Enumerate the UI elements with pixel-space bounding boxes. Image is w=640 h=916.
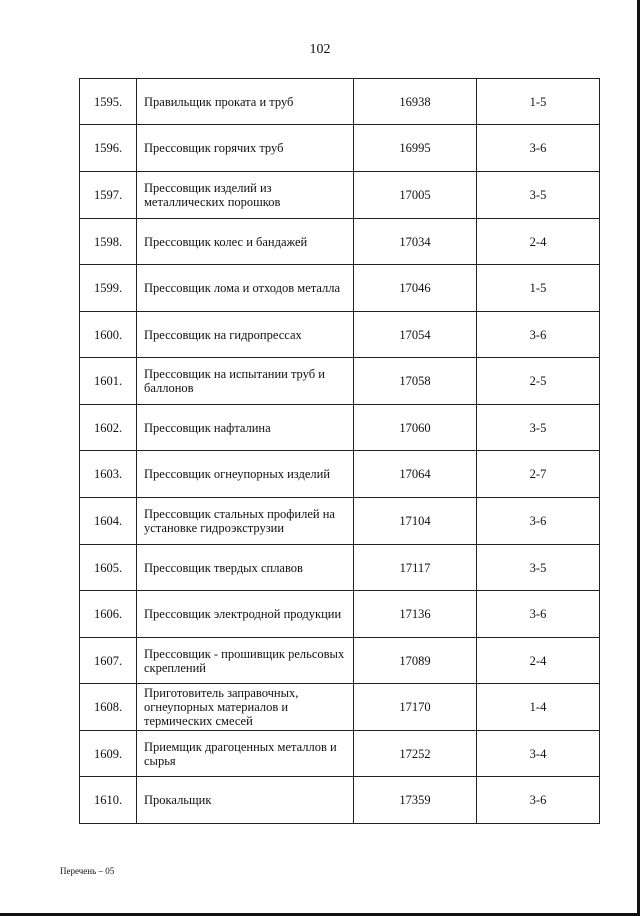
table-row (80, 638, 600, 684)
occupation-title: Прессовщик изделий из металлических порошков (137, 172, 354, 219)
occupation-code: 17089 (354, 638, 477, 684)
grade-range: 1-5 (477, 265, 600, 312)
table-row (80, 591, 600, 638)
table-row (80, 312, 600, 358)
row-number: 1595. (80, 79, 137, 125)
row-number: 1609. (80, 731, 137, 777)
row-number: 1607. (80, 638, 137, 684)
table-row (80, 358, 600, 405)
occupation-code: 17054 (354, 312, 477, 358)
row-number: 1608. (80, 684, 137, 731)
grade-range: 1-5 (477, 79, 600, 125)
row-number: 1606. (80, 591, 137, 638)
table-row (80, 545, 600, 591)
grade-range: 3-6 (477, 312, 600, 358)
grade-range: 2-7 (477, 451, 600, 498)
grade-range: 3-6 (477, 125, 600, 172)
grade-range: 1-4 (477, 684, 600, 731)
occupation-code: 17058 (354, 358, 477, 405)
occupation-code: 17252 (354, 731, 477, 777)
occupation-title: Прессовщик твердых сплавов (137, 545, 354, 591)
occupation-title: Приготовитель заправочных, огнеупорных материалов и термических смесей (137, 684, 354, 731)
occupation-code: 17046 (354, 265, 477, 312)
grade-range: 3-6 (477, 498, 600, 545)
occupation-title: Прессовщик на гидропрессах (137, 312, 354, 358)
grade-range: 3-5 (477, 545, 600, 591)
table-row (80, 731, 600, 777)
grade-range: 2-4 (477, 638, 600, 684)
row-number: 1603. (80, 451, 137, 498)
occupation-title: Приемщик драгоценных металлов и сырья (137, 731, 354, 777)
occupation-title: Прессовщик огнеупорных изделий (137, 451, 354, 498)
occupation-title: Прессовщик горячих труб (137, 125, 354, 172)
occupation-code: 17136 (354, 591, 477, 638)
table-row (80, 79, 600, 125)
row-number: 1600. (80, 312, 137, 358)
row-number: 1597. (80, 172, 137, 219)
table-row (80, 498, 600, 545)
row-number: 1598. (80, 219, 137, 265)
row-number: 1604. (80, 498, 137, 545)
occupation-title: Прессовщик нафталина (137, 405, 354, 451)
grade-range: 2-4 (477, 219, 600, 265)
table-row (80, 172, 600, 219)
occupation-title: Прессовщик колес и бандажей (137, 219, 354, 265)
occupation-title: Правильщик проката и труб (137, 79, 354, 125)
occupation-code: 17359 (354, 777, 477, 824)
occupation-code: 17005 (354, 172, 477, 219)
row-number: 1610. (80, 777, 137, 824)
grade-range: 3-6 (477, 591, 600, 638)
grade-range: 3-5 (477, 405, 600, 451)
row-number: 1605. (80, 545, 137, 591)
row-number: 1599. (80, 265, 137, 312)
table-row (80, 405, 600, 451)
grade-range: 2-5 (477, 358, 600, 405)
table-row (80, 777, 600, 824)
row-number: 1602. (80, 405, 137, 451)
table-row (80, 219, 600, 265)
occupations-table (79, 78, 600, 824)
grade-range: 3-4 (477, 731, 600, 777)
occupation-code: 17064 (354, 451, 477, 498)
occupation-code: 17060 (354, 405, 477, 451)
table-row (80, 265, 600, 312)
page-number: 102 (309, 42, 331, 57)
footer-label: Перечень – 05 (60, 866, 115, 876)
occupation-title: Прессовщик на испытании труб и баллонов (137, 358, 354, 405)
occupation-code: 17034 (354, 219, 477, 265)
row-number: 1596. (80, 125, 137, 172)
occupation-code: 17170 (354, 684, 477, 731)
table-row (80, 451, 600, 498)
occupation-code: 16938 (354, 79, 477, 125)
occupation-code: 17104 (354, 498, 477, 545)
grade-range: 3-5 (477, 172, 600, 219)
row-number: 1601. (80, 358, 137, 405)
occupation-title: Прессовщик лома и отходов металла (137, 265, 354, 312)
table-row (80, 125, 600, 172)
occupation-title: Прессовщик - прошивщик рельсовых скреплений (137, 638, 354, 684)
table-row (80, 684, 600, 731)
occupation-title: Прессовщик электродной продукции (137, 591, 354, 638)
occupation-title: Прокальщик (137, 777, 354, 824)
grade-range: 3-6 (477, 777, 600, 824)
table-body (80, 79, 600, 824)
occupation-code: 17117 (354, 545, 477, 591)
occupation-code: 16995 (354, 125, 477, 172)
occupation-title: Прессовщик стальных профилей на установке гидроэкструзии (137, 498, 354, 545)
